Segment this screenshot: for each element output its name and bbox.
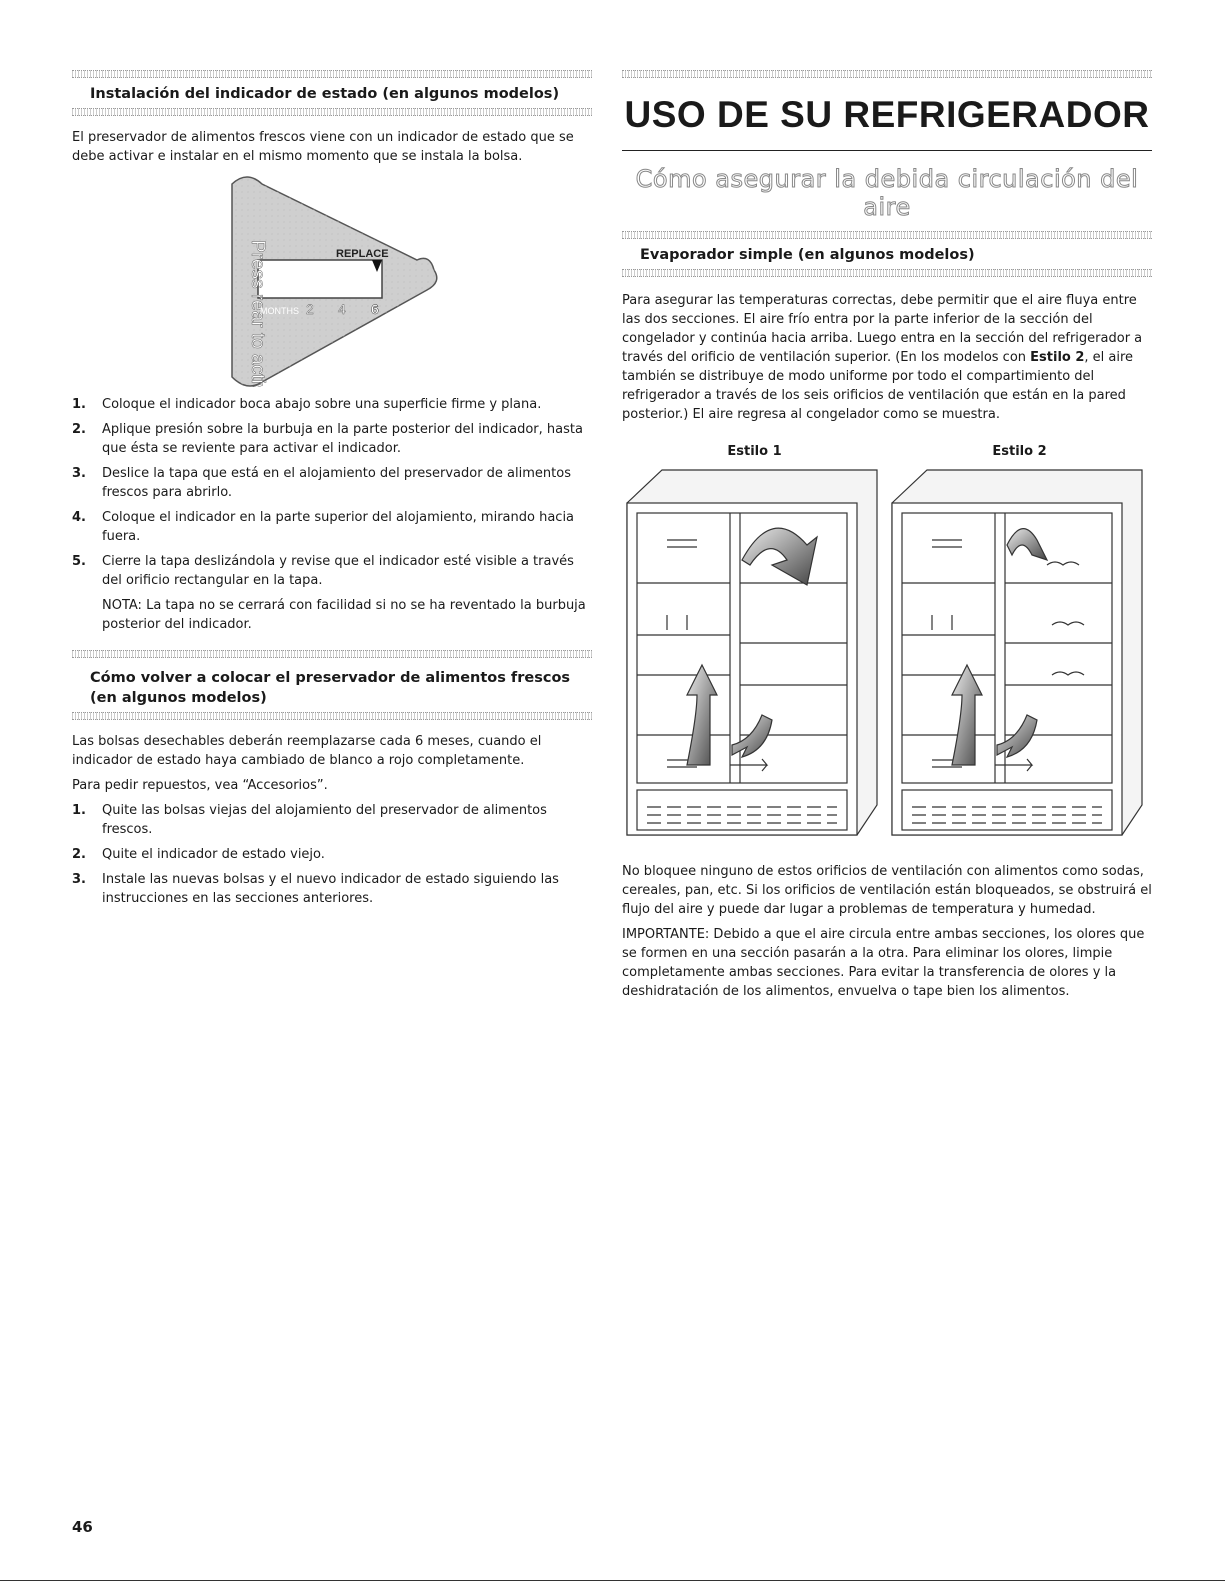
left-column bbox=[72, 70, 592, 914]
dotted-rule bbox=[72, 650, 592, 658]
bottom-rule bbox=[0, 1580, 1225, 1581]
dotted-rule bbox=[72, 108, 592, 116]
list-item: 3. Deslice la tapa que está en el alojamiento del preservador de alimentos frescos para abrirlo. bbox=[72, 466, 571, 500]
section-heading-replace-sub: (en algunos modelos) bbox=[90, 690, 267, 706]
list-item: 2. Aplique presión sobre la burbuja en la parte posterior del indicador, hasta que ésta se reviente para activar el indicador. bbox=[72, 422, 583, 456]
list-item: 1. Quite las bolsas viejas del alojamiento del preservador de alimentos frescos. bbox=[72, 803, 547, 837]
dotted-rule bbox=[622, 70, 1152, 78]
section-heading-indicator: Instalación del indicador de estado (en algunos modelos) bbox=[90, 86, 560, 102]
important-paragraph: IMPORTANTE: Debido a que el aire circula entre ambas secciones, los olores que se formen en una sección pasarán a la otra. Para eliminar los olores, limpie completamente ambas secciones. Para evitar la transferencia de olores y la deshidratación de los alimentos, envuelva o tape bien los alimentos. bbox=[622, 927, 1145, 999]
fridge-style-1 bbox=[627, 470, 877, 835]
note-paragraph: NOTA: La tapa no se cerrará con facilidad si no se ha reventado la burbuja posterior del indicador. bbox=[102, 598, 586, 632]
dotted-rule bbox=[72, 70, 592, 78]
airflow-paragraph: Para asegurar las temperaturas correctas, debe permitir que el aire fluya entre las dos secciones. El aire frío entra por la parte inferior de la sección del congelador y continúa hacia arriba. Luego entra en la sección del refrigerador a través del orificio de ventilación superior. (En los modelos con Estilo 2, el aire también se distribuye de modo uniforme por todo el compartimiento del refrigerador a través de los seis orificios de ventilación que están en la pared posterior.) El aire regresa al congelador como se muestra. bbox=[622, 293, 1143, 422]
page-title: USO DE SU REFRIGERADOR bbox=[624, 94, 1150, 135]
month-4: 4 bbox=[338, 301, 346, 317]
replace-steps bbox=[72, 801, 592, 908]
dotted-rule bbox=[622, 269, 1152, 277]
vents-paragraph: No bloquee ninguno de estos orificios de ventilación con alimentos como sodas, cereales, pan, etc. Si los orificios de ventilación están bloqueados, se obstruirá el flujo del aire y puede dar lugar a problemas de temperatura y humedad. bbox=[622, 864, 1152, 917]
replace-paragraph: Las bolsas desechables deberán reemplazarse cada 6 meses, cuando el indicador de estado haya cambiado de blanco a rojo completamente. bbox=[72, 734, 542, 768]
section-title: Cómo asegurar la debida circulación del aire bbox=[635, 165, 1139, 221]
subheading-evaporator: Evaporador simple (en algunos modelos) bbox=[640, 247, 975, 263]
list-item: 2. Quite el indicador de estado viejo. bbox=[72, 847, 325, 862]
important-label: IMPORTANTE: bbox=[622, 927, 710, 942]
replace-label: REPLACE bbox=[336, 248, 389, 260]
indicator-side-text: Press rear to activate bbox=[247, 240, 268, 387]
month-6: 6 bbox=[371, 301, 379, 317]
parts-paragraph: Para pedir repuestos, vea “Accesorios”. bbox=[72, 778, 328, 793]
section-heading-replace: Cómo volver a colocar el preservador de alimentos frescos bbox=[90, 670, 571, 686]
right-column bbox=[622, 70, 1152, 1007]
fridge-style-2 bbox=[892, 470, 1142, 835]
style-2-label: Estilo 2 bbox=[992, 444, 1047, 459]
dotted-rule bbox=[622, 231, 1152, 239]
note-label: NOTA: bbox=[102, 598, 142, 613]
page-number: 46 bbox=[72, 1518, 93, 1536]
intro-paragraph: El preservador de alimentos frescos viene con un indicador de estado que se debe activar e instalar en el mismo momento que se instala la bolsa. bbox=[72, 130, 574, 164]
style-1-label: Estilo 1 bbox=[727, 444, 782, 459]
status-indicator-illustration bbox=[72, 172, 592, 387]
list-item: 1. Coloque el indicador boca abajo sobre una superficie firme y plana. bbox=[72, 397, 542, 412]
title-rule bbox=[622, 150, 1152, 151]
month-2: 2 bbox=[306, 301, 314, 317]
airflow-diagram bbox=[622, 465, 1152, 850]
list-item: 3. Instale las nuevas bolsas y el nuevo indicador de estado siguiendo las instrucciones en las secciones anteriores. bbox=[72, 872, 559, 906]
install-steps bbox=[72, 395, 592, 590]
dotted-rule bbox=[72, 712, 592, 720]
style-labels bbox=[622, 444, 1152, 459]
months-label: MONTHS bbox=[260, 306, 299, 316]
list-item: 4. Coloque el indicador en la parte superior del alojamiento, mirando hacia fuera. bbox=[72, 510, 575, 544]
list-item: 5. Cierre la tapa deslizándola y revise que el indicador esté visible a través del orificio rectangular en la tapa. bbox=[72, 554, 574, 588]
